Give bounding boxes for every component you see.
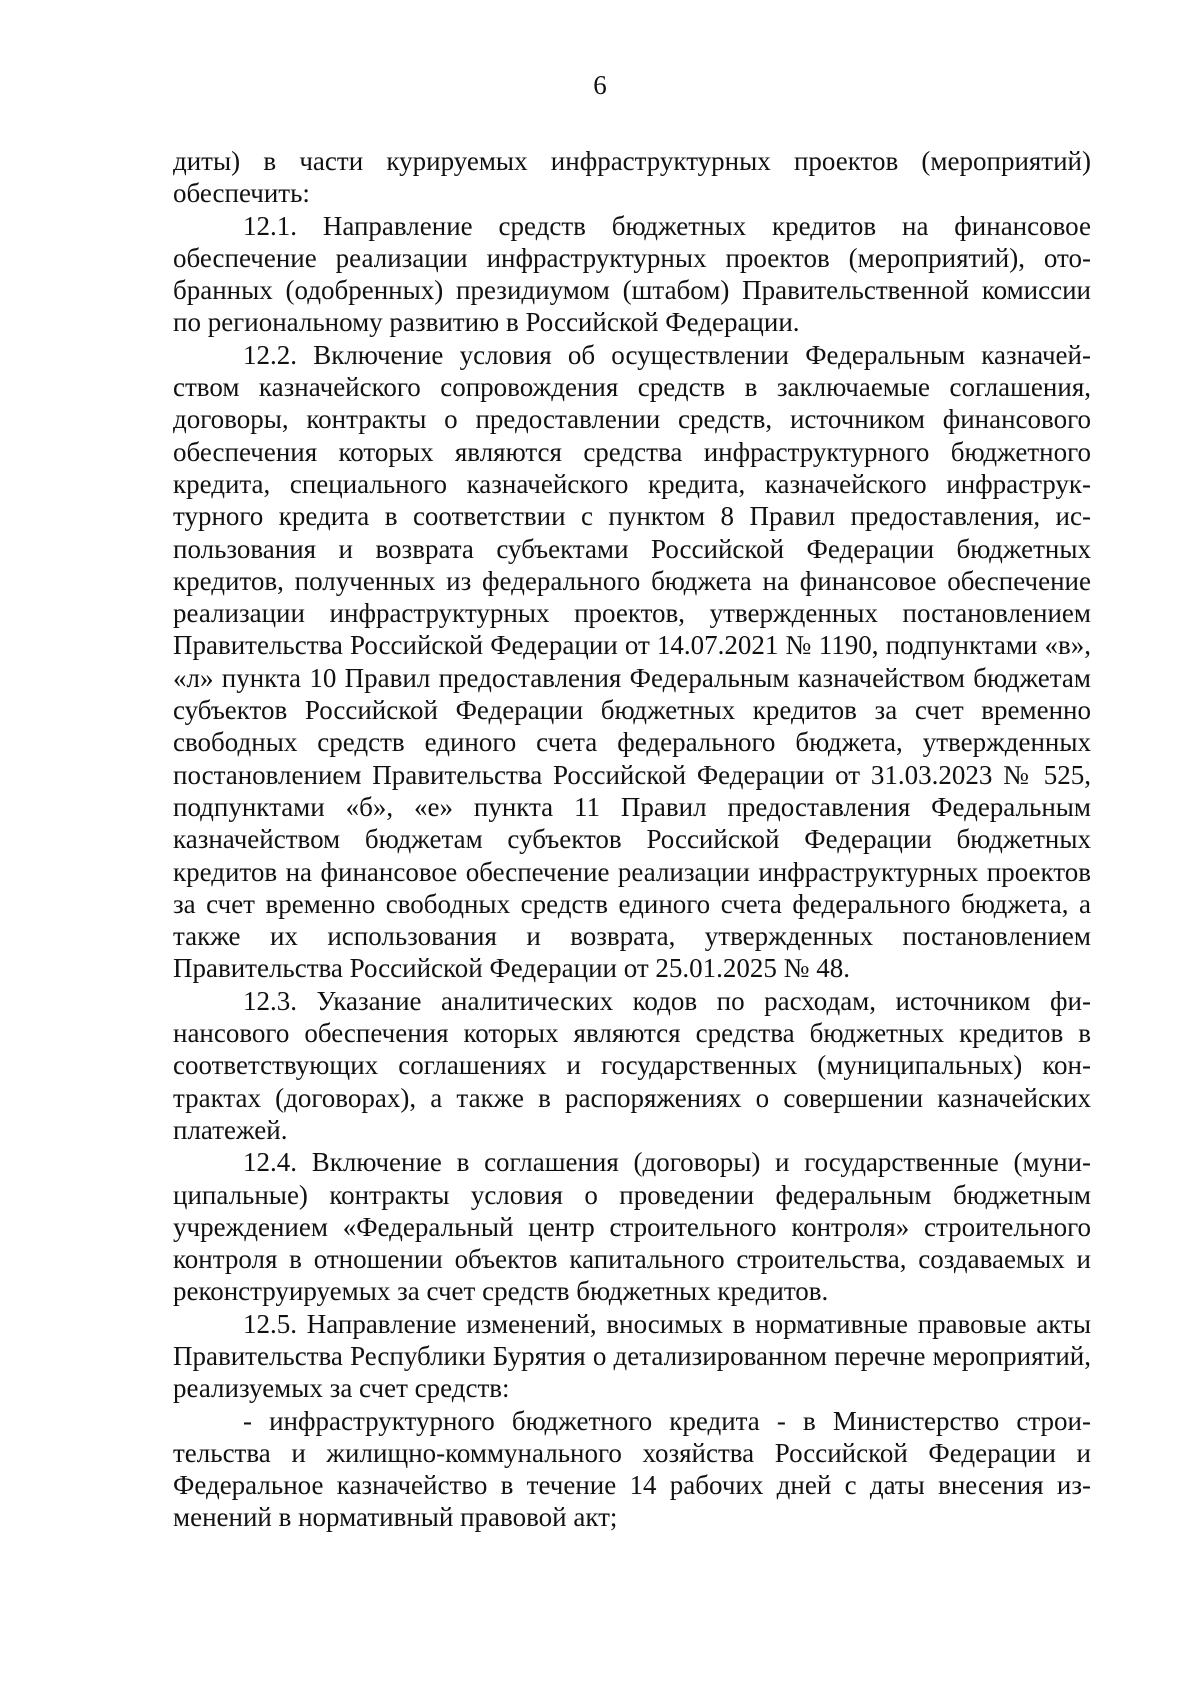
document-body xyxy=(173,145,1091,1534)
paragraph-12-4: 12.4. Включение в соглашения (договоры) и государственные (муниципальные) контракты условия о проведении федеральным бюджетным учреждением «Федеральный центр строительного контроля» строительного контроля в отношении объектов капитального строительства, создаваемых и реконструируемых за счет средств бюджетных кредитов. xyxy=(173,1147,1091,1307)
paragraph-12-2: 12.2. Включение условия об осуществлении Федеральным казначейством казначейского сопровождения средств в заключаемые соглашения, договоры, контракты о предоставлении средств, источником финансового обеспечения которых являются средства инфраструктурного бюджетного кредита, специального казначейского кредита, казначейского инфраструктурного кредита в соответствии с пунктом 8 Правил предоставления, использования и возврата субъектами Российской Федерации бюджетных кредитов, полученных из федерального бюджета на финансовое обеспечение реализации инфраструктурных проектов, утвержденных постановлением Правительства Российской Федерации от 14.07.2021 № 1190, подпунктами «в», «л» пункта 10 Правил предоставления Федеральным казначейством бюджетам субъектов Российской Федерации бюджетных кредитов за счет временно свободных средств единого счета федерального бюджета, утвержденных постановлением Правительства Российской Федерации от 31.03.2023 № 525, подпунктами «б», «е» пункта 11 Правил предоставления Федеральным казначейством бюджетам субъектов Российской Федерации бюджетных кредитов на финансовое обеспечение реализации инфраструктурных проектов за счет временно свободных средств единого счета федерального бюджета, а также их использования и возврата, утвержденных постановлением Правительства Российской Федерации от 25.01.2025 № 48. xyxy=(173,339,1091,984)
paragraph-12-3: 12.3. Указание аналитических кодов по расходам, источником финансового обеспечения которых являются средства бюджетных кредитов в соответствующих соглашениях и государственных (муниципальных) контрактах (договорах), а также в распоряжениях о совершении казначейских платежей. xyxy=(173,985,1091,1145)
paragraph-continuation: диты) в части курируемых инфраструктурных проектов (мероприятий) обеспечить: xyxy=(173,146,1091,209)
paragraph-12-5: 12.5. Направление изменений, вносимых в нормативные правовые акты Правительства Республики Бурятия о детализированном перечне мероприятий, реализуемых за счет средств: xyxy=(173,1308,1091,1404)
list-item-infrastructure-credit: - инфраструктурного бюджетного кредита - в Министерство строительства и жилищно-коммунального хозяйства Российской Федерации и Федеральное казначейство в течение 14 рабочих дней с даты внесения изменений в нормативный правовой акт; xyxy=(173,1405,1091,1533)
page-number: 6 xyxy=(593,70,607,100)
paragraph-12-1: 12.1. Направление средств бюджетных кредитов на финансовое обеспечение реализации инфраструктурных проектов (мероприятий), отобранных (одобренных) президиумом (штабом) Правительственной комиссии по региональному развитию в Российской Федерации. xyxy=(173,210,1091,338)
